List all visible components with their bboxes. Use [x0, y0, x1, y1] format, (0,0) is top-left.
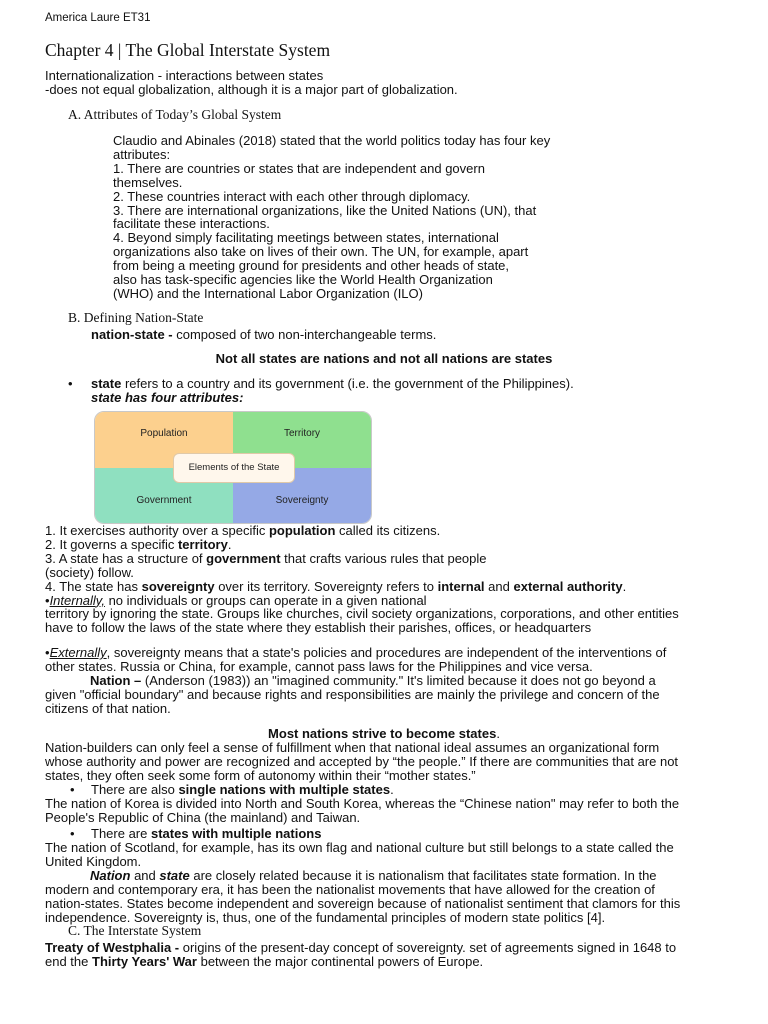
- internally-line-2: territory by ignoring the state. Groups like churches, civil society organizations, corporations, and other entities: [45, 606, 679, 622]
- nation-state-term: nation-state -: [91, 327, 173, 342]
- section-b-heading: B. Defining Nation-State: [68, 310, 204, 325]
- nation-line-1: Nation – (Anderson (1983)) an "imagined community." It's limited because it does not go beyond a: [90, 672, 656, 688]
- strive-paragraph: [45, 741, 678, 783]
- section-a-line: Claudio and Abinales (2018) stated that the world politics today has four key: [113, 133, 551, 148]
- state-term: state: [91, 376, 122, 391]
- nation-state-line: nation-states. States become independent and sovereign because of nationalist sentiment that clamors for this: [45, 895, 681, 911]
- multiple-nations-line: The nation of Scotland, for example, has its own flag and national culture but still belongs to a state called the: [45, 840, 674, 855]
- diagram-center-label: Elements of the State: [173, 453, 295, 483]
- externally-paragraph: [45, 646, 666, 716]
- intro-line-2: -does not equal globalization, although it is a major part of globalization.: [45, 82, 458, 97]
- section-a-line: 1. There are countries or states that are independent and govern: [113, 160, 485, 176]
- bullet-icon: •: [45, 645, 50, 660]
- bullet-icon: •: [70, 826, 75, 841]
- section-a-line: (WHO) and the International Labor Organization (ILO): [113, 285, 423, 301]
- nation-state-paragraph: [45, 869, 680, 925]
- section-a-line: 4. Beyond simply facilitating meetings between states, international: [113, 230, 499, 246]
- population-quadrant: Population: [95, 412, 233, 468]
- section-a-line: facilitate these interactions.: [113, 216, 270, 232]
- nation-line-3: citizens of that nation.: [45, 700, 171, 716]
- section-c-heading: C. The Interstate System: [68, 923, 202, 938]
- bullet-icon: •: [68, 376, 73, 391]
- nation-state-line: independence. Sovereignty is, thus, one of the fundamental principles of modern state politics [4].: [45, 909, 606, 925]
- attributes-list: [45, 524, 679, 635]
- bullet-icon: •: [70, 782, 75, 797]
- nation-state-line-1: Nation and state are closely related because it is nationalism that facilitates state formation. In the: [90, 868, 657, 883]
- author-header: America Laure ET31: [45, 12, 151, 24]
- state-definition: [91, 377, 574, 391]
- chapter-title: Chapter 4 | The Global Interstate System: [45, 40, 331, 60]
- nation-state-line: modern and contemporary era, it has been the nationalist movements that have allowed for the creation of: [45, 881, 655, 897]
- multiple-nations-line: United Kingdom.: [45, 853, 142, 869]
- multiple-nations-paragraph: [45, 841, 674, 869]
- intro-line-1: Internationalization - interactions between states: [45, 68, 324, 83]
- section-a-line: 2. These countries interact with each other through diplomacy.: [113, 188, 471, 204]
- section-a-line: from being a meeting ground for presidents and other heads of state,: [113, 258, 510, 274]
- single-nations-line: People's Republic of China (the mainland) and Taiwan.: [45, 809, 361, 825]
- single-nations-bullet: There are also single nations with multiple states.: [91, 782, 394, 797]
- attribute-3-cont: (society) follow.: [45, 564, 134, 580]
- attribute-1: 1. It exercises authority over a specific population called its citizens.: [45, 523, 441, 538]
- strive-line: Nation-builders can only feel a sense of fulfillment when that national ideal assumes an organizational form: [45, 740, 660, 755]
- bullet-icon: •: [45, 592, 50, 608]
- strive-line: whose authority and power are recognized and accepted by “the people.” If there are communities that are not: [45, 753, 679, 769]
- westphalia-paragraph: [45, 941, 676, 969]
- section-a-line: attributes:: [113, 146, 171, 162]
- section-a-heading: A. Attributes of Today’s Global System: [68, 107, 282, 122]
- externally-line-2: other states. Russia or China, for example, cannot pass laws for the Philippines and vice versa.: [45, 658, 593, 674]
- single-nations-line: The nation of Korea is divided into North and South Korea, whereas the “Chinese nation" may refer to both the: [45, 796, 680, 811]
- internally-line-3: have to follow the laws of the state where they establish their parishes, offices, or headquarters: [45, 620, 592, 636]
- strive-line: states, they often seek some form of autonomy within their “mother states.”: [45, 767, 476, 783]
- nation-state-def: composed of two non-interchangeable terms.: [172, 327, 437, 342]
- sovereignty-quadrant: Sovereignty: [233, 468, 371, 524]
- externally-line-1: •Externally, sovereignty means that a state's policies and procedures are independent of the interventions of: [45, 645, 667, 660]
- strive-heading: Most nations strive to become states.: [268, 726, 500, 741]
- attribute-2: 2. It governs a specific territory.: [45, 536, 232, 552]
- territory-quadrant: Territory: [233, 412, 371, 468]
- section-a-line: themselves.: [113, 174, 183, 190]
- center-statement: Not all states are nations and not all nations are states: [215, 351, 553, 366]
- attribute-4: 4. The state has sovereignty over its territory. Sovereignty refers to internal and external authority.: [45, 578, 627, 594]
- nation-line-2: given "official boundary" and because rights and responsibilities are mainly the privilege and concern of the: [45, 686, 660, 702]
- internally-line-1: •Internally, no individuals or groups can operate in a given national: [45, 592, 427, 608]
- section-a-body: [113, 134, 550, 301]
- nation-state-definition: [91, 328, 436, 342]
- section-a-line: organizations also take on lives of their own. The UN, for example, apart: [113, 244, 529, 260]
- multiple-nations-bullet: There are states with multiple nations: [91, 826, 322, 841]
- single-nations-paragraph: [45, 797, 679, 825]
- state-attributes-heading: state has four attributes:: [91, 390, 244, 405]
- section-a-line: 3. There are international organizations, like the United Nations (UN), that: [113, 202, 537, 218]
- westphalia-line-1: Treaty of Westphalia - origins of the present-day concept of sovereignty. set of agreements signed in 1648 to: [45, 940, 677, 955]
- attribute-3: 3. A state has a structure of government that crafts various rules that people: [45, 550, 487, 566]
- westphalia-line-2: end the Thirty Years' War between the major continental powers of Europe.: [45, 953, 484, 969]
- government-quadrant: Government: [95, 468, 233, 524]
- elements-of-state-diagram: [94, 411, 372, 524]
- section-a-line: also has task-specific agencies like the World Health Organization: [113, 272, 493, 288]
- state-def: refers to a country and its government (i.e. the government of the Philippines).: [121, 376, 574, 391]
